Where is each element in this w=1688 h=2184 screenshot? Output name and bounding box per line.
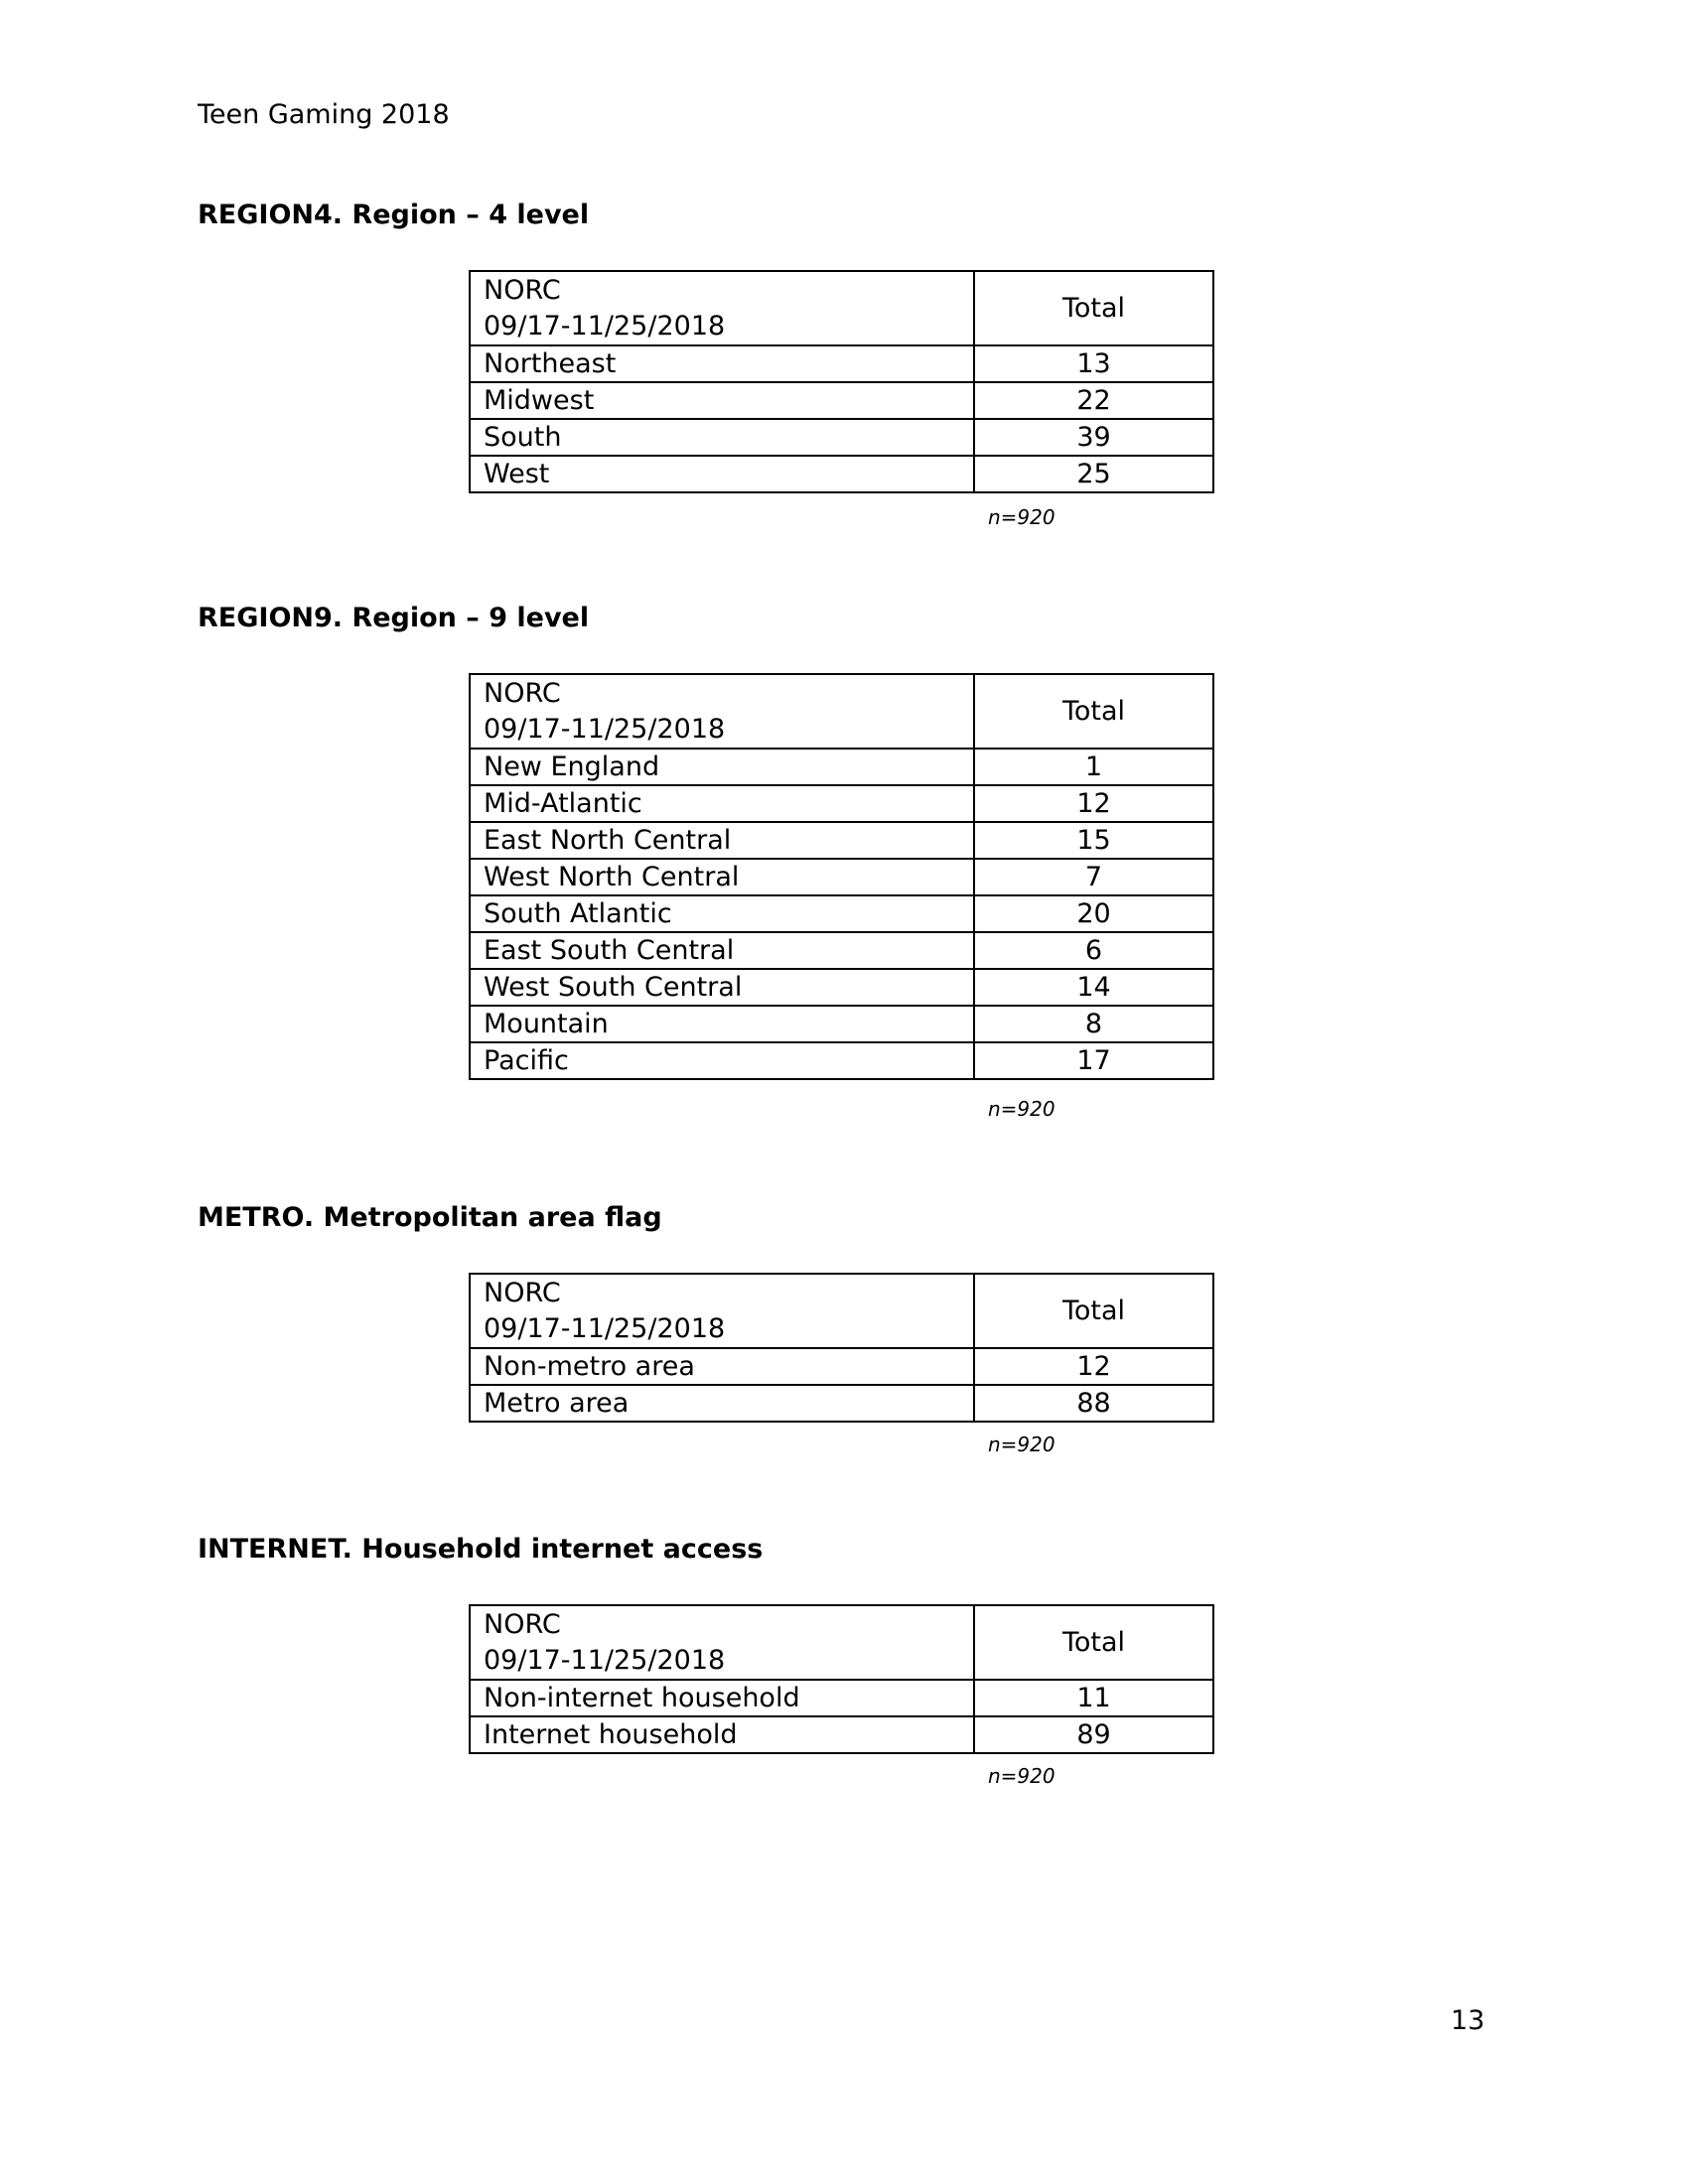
table-header-row	[470, 674, 1213, 749]
row-label: Pacific	[470, 1042, 974, 1079]
row-value: 7	[974, 859, 1213, 895]
header-source-cell	[470, 674, 974, 749]
row-label: Metro area	[470, 1385, 974, 1422]
row-value: 39	[974, 419, 1213, 456]
table-row	[470, 1385, 1213, 1422]
row-label: Northeast	[470, 345, 974, 382]
table-row	[470, 932, 1213, 969]
table-row	[470, 456, 1213, 492]
header-org: NORC	[484, 677, 561, 709]
table-row	[470, 822, 1213, 859]
row-label: East South Central	[470, 932, 974, 969]
section-title: REGION9. Region – 9 level	[198, 603, 590, 633]
table-row	[470, 1716, 1213, 1753]
table-header-row	[470, 1605, 1213, 1680]
header-total: Total	[974, 1274, 1213, 1348]
metro-table	[469, 1273, 1214, 1423]
row-value: 6	[974, 932, 1213, 969]
row-label: Mid-Atlantic	[470, 785, 974, 822]
row-value: 14	[974, 969, 1213, 1006]
row-label: South Atlantic	[470, 895, 974, 932]
sample-size-note: n=920	[988, 505, 1055, 529]
row-label: Mountain	[470, 1006, 974, 1042]
section-title: METRO. Metropolitan area flag	[198, 1202, 662, 1233]
section-title: REGION4. Region – 4 level	[198, 200, 590, 230]
row-label: Non-internet household	[470, 1680, 974, 1716]
row-value: 15	[974, 822, 1213, 859]
document-header: Teen Gaming 2018	[198, 99, 450, 130]
row-label: Midwest	[470, 382, 974, 419]
row-label: East North Central	[470, 822, 974, 859]
row-label: West South Central	[470, 969, 974, 1006]
header-org: NORC	[484, 1277, 561, 1308]
region4-table	[469, 270, 1214, 493]
row-value: 1	[974, 749, 1213, 785]
internet-table	[469, 1604, 1214, 1754]
sample-size-note: n=920	[988, 1433, 1055, 1456]
row-label: West North Central	[470, 859, 974, 895]
row-value: 22	[974, 382, 1213, 419]
row-value: 12	[974, 785, 1213, 822]
table-row	[470, 859, 1213, 895]
header-source-cell	[470, 1274, 974, 1348]
header-total: Total	[974, 1605, 1213, 1680]
table-header-row	[470, 271, 1213, 345]
table-row	[470, 419, 1213, 456]
row-value: 11	[974, 1680, 1213, 1716]
row-value: 89	[974, 1716, 1213, 1753]
row-value: 88	[974, 1385, 1213, 1422]
table-header-row	[470, 1274, 1213, 1348]
section-title: INTERNET. Household internet access	[198, 1534, 764, 1565]
header-dates: 09/17-11/25/2018	[484, 1644, 726, 1676]
row-value: 8	[974, 1006, 1213, 1042]
table-row	[470, 1042, 1213, 1079]
row-value: 17	[974, 1042, 1213, 1079]
header-dates: 09/17-11/25/2018	[484, 713, 726, 745]
row-label: Non-metro area	[470, 1348, 974, 1385]
table-row	[470, 1006, 1213, 1042]
header-dates: 09/17-11/25/2018	[484, 310, 726, 341]
page-number: 13	[1451, 2005, 1485, 2036]
table-row	[470, 969, 1213, 1006]
row-label: New England	[470, 749, 974, 785]
sample-size-note: n=920	[988, 1097, 1055, 1121]
region9-table	[469, 673, 1214, 1080]
row-value: 13	[974, 345, 1213, 382]
table-row	[470, 1680, 1213, 1716]
table-row	[470, 785, 1213, 822]
table-row	[470, 749, 1213, 785]
table-row	[470, 345, 1213, 382]
row-label: South	[470, 419, 974, 456]
table-row	[470, 895, 1213, 932]
row-label: West	[470, 456, 974, 492]
row-value: 25	[974, 456, 1213, 492]
header-source-cell	[470, 1605, 974, 1680]
header-source-cell	[470, 271, 974, 345]
header-dates: 09/17-11/25/2018	[484, 1312, 726, 1344]
header-org: NORC	[484, 274, 561, 306]
header-total: Total	[974, 271, 1213, 345]
row-label: Internet household	[470, 1716, 974, 1753]
table-row	[470, 1348, 1213, 1385]
row-value: 12	[974, 1348, 1213, 1385]
header-total: Total	[974, 674, 1213, 749]
sample-size-note: n=920	[988, 1764, 1055, 1788]
header-org: NORC	[484, 1608, 561, 1640]
row-value: 20	[974, 895, 1213, 932]
table-row	[470, 382, 1213, 419]
